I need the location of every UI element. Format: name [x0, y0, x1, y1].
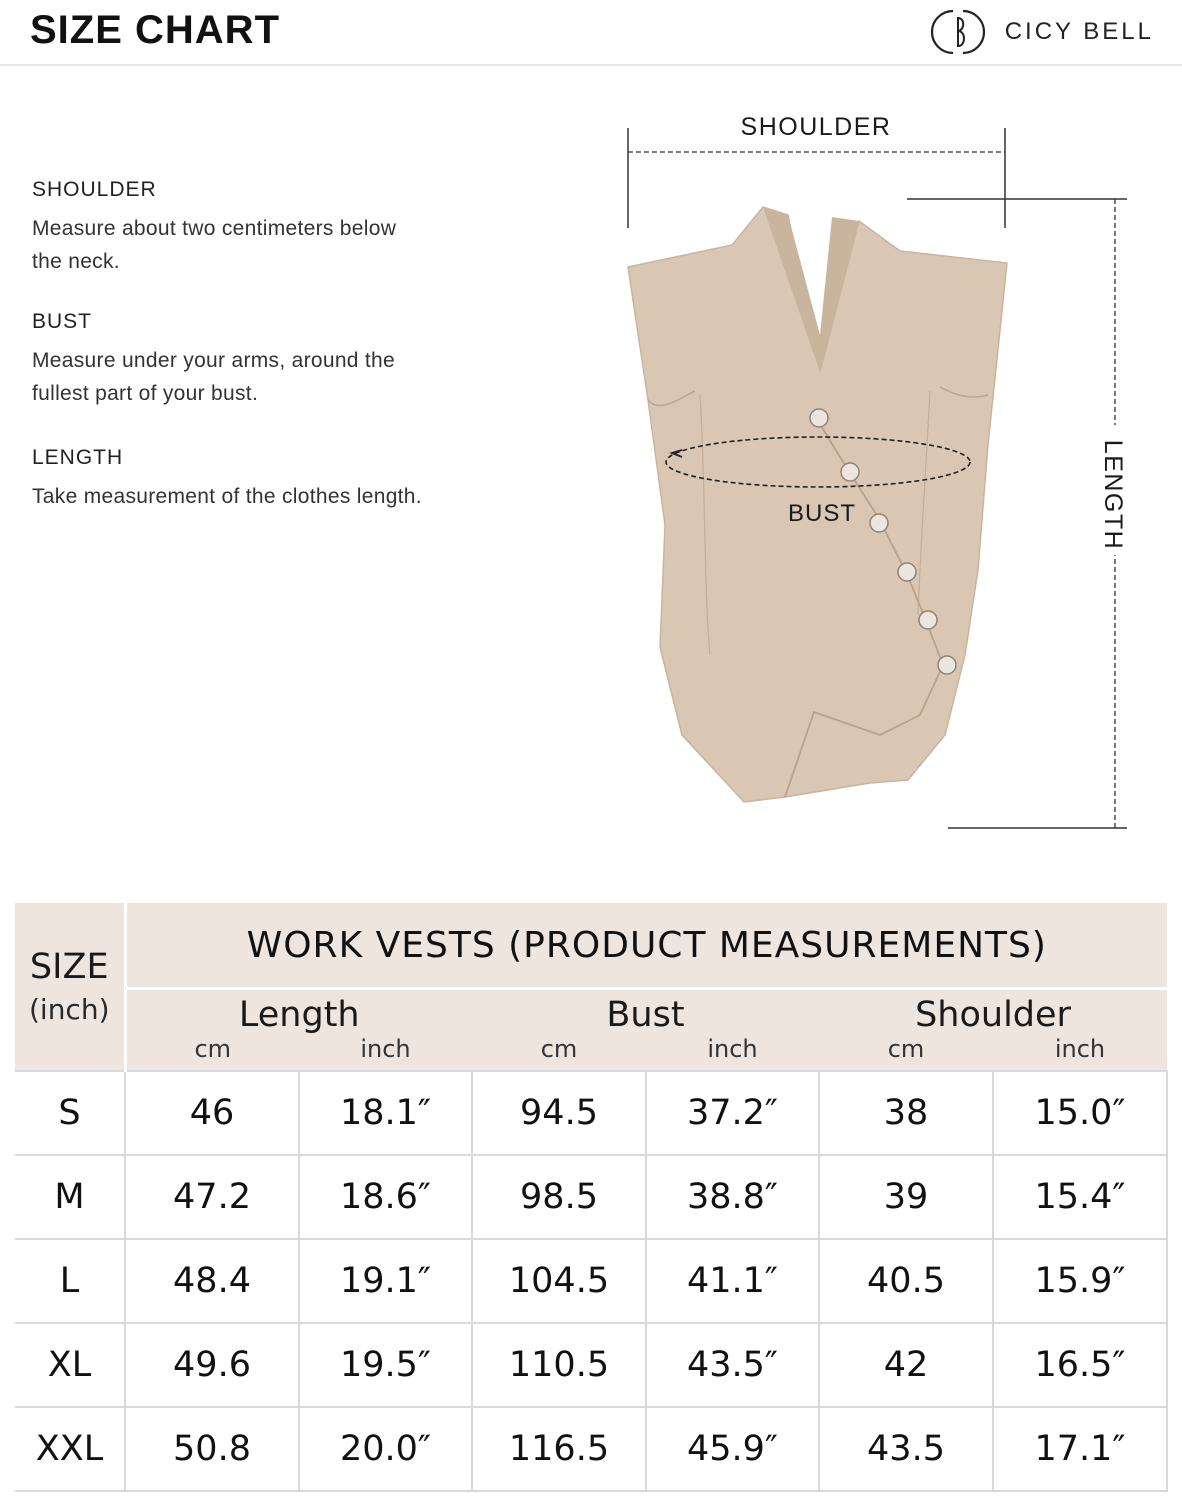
unit-header: inch — [299, 1035, 472, 1071]
guide-desc-line: Take measurement of the clothes length. — [32, 485, 422, 508]
guide-description — [32, 480, 532, 513]
value-cell: 42 — [819, 1323, 993, 1407]
guide-shoulder — [32, 178, 532, 278]
table-row — [15, 1239, 1167, 1323]
unit-header: cm — [125, 1035, 299, 1071]
guide-bust — [32, 310, 532, 410]
value-cell: 98.5 — [472, 1155, 646, 1239]
value-cell: 17.1″ — [993, 1407, 1167, 1491]
value-cell: 41.1″ — [646, 1239, 819, 1323]
value-cell: 47.2 — [125, 1155, 299, 1239]
size-cell: XXL — [15, 1407, 125, 1491]
table-title: WORK VESTS (PRODUCT MEASUREMENTS) — [125, 903, 1167, 989]
table-row — [15, 1071, 1167, 1155]
guide-title: BUST — [32, 310, 93, 333]
size-cell: XL — [15, 1323, 125, 1407]
vest-measurement-diagram — [600, 95, 1160, 855]
shoulder-label: SHOULDER — [740, 113, 892, 141]
guide-desc-line: Measure about two centimeters below — [32, 217, 397, 240]
size-table — [15, 903, 1168, 1492]
size-header-label: SIZE — [29, 947, 109, 987]
value-cell: 39 — [819, 1155, 993, 1239]
bust-label: BUST — [787, 500, 857, 527]
value-cell: 43.5″ — [646, 1323, 819, 1407]
guide-title: SHOULDER — [32, 178, 157, 201]
guide-description — [32, 344, 532, 410]
page-header — [0, 0, 1182, 66]
guide-desc-line: fullest part of your bust. — [32, 382, 259, 405]
brand — [931, 4, 1154, 60]
group-header-shoulder: Shoulder — [819, 989, 1167, 1036]
value-cell: 15.9″ — [993, 1239, 1167, 1323]
unit-header: inch — [993, 1035, 1167, 1071]
guide-description — [32, 212, 532, 278]
table-row — [15, 1323, 1167, 1407]
table-row — [15, 1407, 1167, 1491]
value-cell: 43.5 — [819, 1407, 993, 1491]
value-cell: 116.5 — [472, 1407, 646, 1491]
value-cell: 15.0″ — [993, 1071, 1167, 1155]
group-header-bust: Bust — [472, 989, 819, 1036]
unit-header: cm — [819, 1035, 993, 1071]
guide-title: LENGTH — [32, 446, 124, 469]
value-cell: 38.8″ — [646, 1155, 819, 1239]
value-cell: 20.0″ — [299, 1407, 472, 1491]
length-label: LENGTH — [1099, 439, 1127, 551]
unit-header: inch — [646, 1035, 819, 1071]
value-cell: 19.1″ — [299, 1239, 472, 1323]
size-cell: S — [15, 1071, 125, 1155]
value-cell: 19.5″ — [299, 1323, 472, 1407]
value-cell: 48.4 — [125, 1239, 299, 1323]
brand-name: CICY BELL — [1004, 18, 1154, 45]
size-cell: L — [15, 1239, 125, 1323]
page-title: SIZE CHART — [30, 8, 280, 52]
size-header-unit: (inch) — [28, 993, 110, 1026]
value-cell: 18.6″ — [299, 1155, 472, 1239]
value-cell: 40.5 — [819, 1239, 993, 1323]
value-cell: 37.2″ — [646, 1071, 819, 1155]
value-cell: 38 — [819, 1071, 993, 1155]
size-cell: M — [15, 1155, 125, 1239]
value-cell: 50.8 — [125, 1407, 299, 1491]
cb-monogram-icon — [931, 5, 985, 59]
guide-desc-line: the neck. — [32, 250, 120, 273]
value-cell: 110.5 — [472, 1323, 646, 1407]
value-cell: 15.4″ — [993, 1155, 1167, 1239]
guide-length — [32, 446, 532, 513]
value-cell: 16.5″ — [993, 1323, 1167, 1407]
size-column-header — [15, 903, 125, 1071]
guide-desc-line: Measure under your arms, around the — [32, 349, 396, 372]
value-cell: 45.9″ — [646, 1407, 819, 1491]
unit-header: cm — [472, 1035, 646, 1071]
value-cell: 94.5 — [472, 1071, 646, 1155]
value-cell: 18.1″ — [299, 1071, 472, 1155]
value-cell: 49.6 — [125, 1323, 299, 1407]
table-row — [15, 1155, 1167, 1239]
value-cell: 46 — [125, 1071, 299, 1155]
shoulder-measure-line — [628, 128, 1005, 228]
value-cell: 104.5 — [472, 1239, 646, 1323]
group-header-length: Length — [125, 989, 472, 1036]
